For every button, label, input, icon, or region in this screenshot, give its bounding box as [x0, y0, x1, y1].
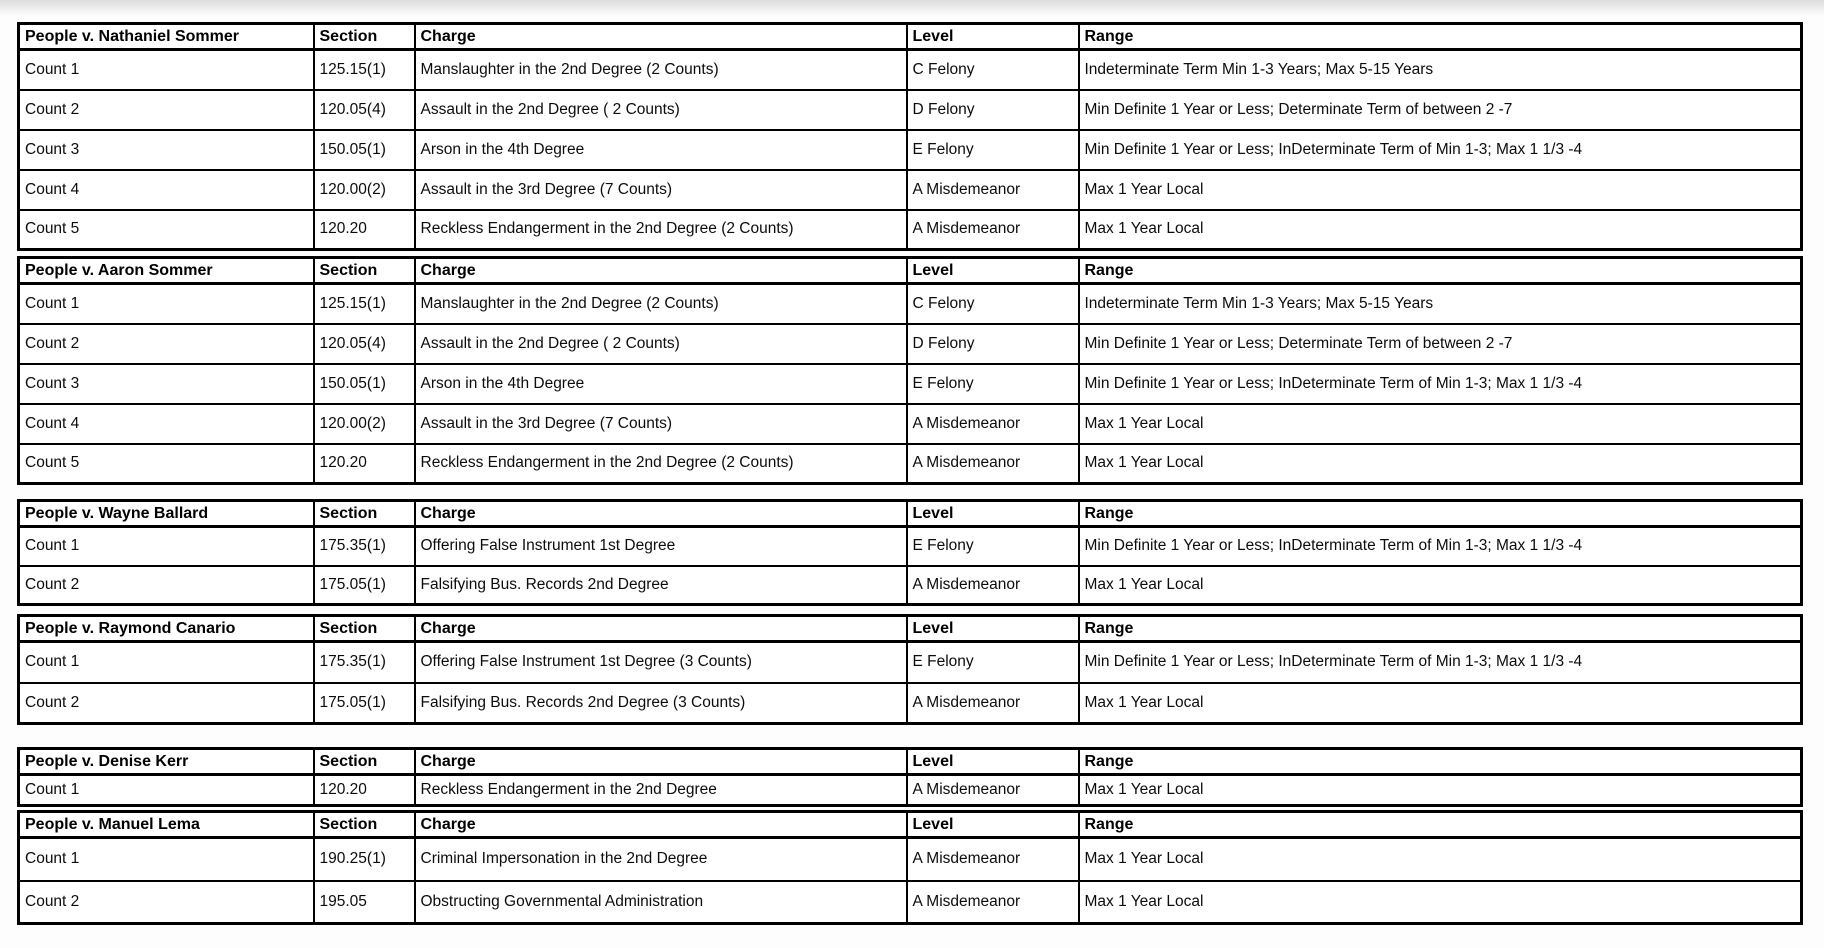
count-cell: Count 4 — [19, 170, 314, 210]
table-row — [19, 444, 1802, 484]
column-header-level: Level — [907, 258, 1079, 284]
charge-cell: Offering False Instrument 1st Degree (3 Counts) — [415, 642, 907, 683]
section-cell: 195.05 — [314, 881, 415, 924]
count-cell: Count 1 — [19, 50, 314, 90]
section-cell: 120.05(4) — [314, 90, 415, 130]
column-header-level: Level — [907, 24, 1079, 50]
count-cell: Count 2 — [19, 683, 314, 724]
level-cell: E Felony — [907, 364, 1079, 404]
range-cell: Min Definite 1 Year or Less; Determinate Term of between 2 -7 — [1079, 324, 1802, 364]
column-header-range: Range — [1079, 501, 1802, 527]
charge-cell: Assault in the 3rd Degree (7 Counts) — [415, 404, 907, 444]
range-cell: Max 1 Year Local — [1079, 170, 1802, 210]
charge-cell: Arson in the 4th Degree — [415, 364, 907, 404]
range-cell: Max 1 Year Local — [1079, 775, 1802, 806]
charge-cell: Obstructing Governmental Administration — [415, 881, 907, 924]
range-cell: Max 1 Year Local — [1079, 444, 1802, 484]
level-cell: E Felony — [907, 130, 1079, 170]
column-header-section: Section — [314, 812, 415, 838]
range-cell: Max 1 Year Local — [1079, 838, 1802, 881]
count-cell: Count 1 — [19, 284, 314, 324]
section-cell: 120.00(2) — [314, 404, 415, 444]
level-cell: E Felony — [907, 642, 1079, 683]
section-cell: 150.05(1) — [314, 130, 415, 170]
count-cell: Count 5 — [19, 444, 314, 484]
column-header-level: Level — [907, 616, 1079, 642]
count-cell: Count 4 — [19, 404, 314, 444]
section-cell: 125.15(1) — [314, 284, 415, 324]
column-header-section: Section — [314, 616, 415, 642]
case-table — [17, 22, 1803, 251]
table-row — [19, 881, 1802, 924]
table-row — [19, 683, 1802, 724]
level-cell: A Misdemeanor — [907, 444, 1079, 484]
table-row — [19, 642, 1802, 683]
column-header-range: Range — [1079, 749, 1802, 775]
count-cell: Count 3 — [19, 130, 314, 170]
case-table — [17, 810, 1803, 925]
column-header-charge: Charge — [415, 616, 907, 642]
level-cell: A Misdemeanor — [907, 775, 1079, 806]
case-title: People v. Nathaniel Sommer — [19, 24, 314, 50]
table-row — [19, 50, 1802, 90]
column-header-charge: Charge — [415, 749, 907, 775]
case-title: People v. Raymond Canario — [19, 616, 314, 642]
section-cell: 175.05(1) — [314, 683, 415, 724]
level-cell: C Felony — [907, 50, 1079, 90]
table-row — [19, 324, 1802, 364]
table-row — [19, 404, 1802, 444]
section-cell: 120.00(2) — [314, 170, 415, 210]
charge-cell: Arson in the 4th Degree — [415, 130, 907, 170]
table-row — [19, 284, 1802, 324]
level-cell: D Felony — [907, 90, 1079, 130]
table-row — [19, 130, 1802, 170]
charge-cell: Offering False Instrument 1st Degree — [415, 527, 907, 566]
range-cell: Indeterminate Term Min 1-3 Years; Max 5-15 Years — [1079, 50, 1802, 90]
count-cell: Count 1 — [19, 775, 314, 806]
charge-cell: Reckless Endangerment in the 2nd Degree — [415, 775, 907, 806]
section-cell: 120.20 — [314, 775, 415, 806]
table-row — [19, 838, 1802, 881]
section-cell: 175.35(1) — [314, 642, 415, 683]
level-cell: A Misdemeanor — [907, 683, 1079, 724]
range-cell: Max 1 Year Local — [1079, 566, 1802, 605]
range-cell: Max 1 Year Local — [1079, 404, 1802, 444]
case-title: People v. Wayne Ballard — [19, 501, 314, 527]
range-cell: Max 1 Year Local — [1079, 210, 1802, 250]
section-cell: 125.15(1) — [314, 50, 415, 90]
column-header-range: Range — [1079, 258, 1802, 284]
header-row — [19, 24, 1802, 50]
count-cell: Count 3 — [19, 364, 314, 404]
level-cell: A Misdemeanor — [907, 404, 1079, 444]
charge-cell: Criminal Impersonation in the 2nd Degree — [415, 838, 907, 881]
count-cell: Count 1 — [19, 642, 314, 683]
table-row — [19, 364, 1802, 404]
column-header-charge: Charge — [415, 501, 907, 527]
case-title: People v. Denise Kerr — [19, 749, 314, 775]
section-cell: 150.05(1) — [314, 364, 415, 404]
section-cell: 120.20 — [314, 444, 415, 484]
range-cell: Min Definite 1 Year or Less; InDeterminate Term of Min 1-3; Max 1 1/3 -4 — [1079, 364, 1802, 404]
column-header-range: Range — [1079, 812, 1802, 838]
range-cell: Max 1 Year Local — [1079, 683, 1802, 724]
range-cell: Indeterminate Term Min 1-3 Years; Max 5-15 Years — [1079, 284, 1802, 324]
level-cell: D Felony — [907, 324, 1079, 364]
count-cell: Count 1 — [19, 838, 314, 881]
charge-cell: Manslaughter in the 2nd Degree (2 Counts) — [415, 50, 907, 90]
section-cell: 175.05(1) — [314, 566, 415, 605]
table-row — [19, 210, 1802, 250]
charge-cell: Manslaughter in the 2nd Degree (2 Counts) — [415, 284, 907, 324]
table-row — [19, 527, 1802, 566]
charge-cell: Assault in the 2nd Degree ( 2 Counts) — [415, 324, 907, 364]
level-cell: A Misdemeanor — [907, 170, 1079, 210]
level-cell: A Misdemeanor — [907, 566, 1079, 605]
column-header-range: Range — [1079, 24, 1802, 50]
level-cell: C Felony — [907, 284, 1079, 324]
range-cell: Min Definite 1 Year or Less; InDeterminate Term of Min 1-3; Max 1 1/3 -4 — [1079, 130, 1802, 170]
range-cell: Min Definite 1 Year or Less; InDeterminate Term of Min 1-3; Max 1 1/3 -4 — [1079, 642, 1802, 683]
level-cell: A Misdemeanor — [907, 881, 1079, 924]
case-table — [17, 747, 1803, 807]
level-cell: A Misdemeanor — [907, 838, 1079, 881]
column-header-charge: Charge — [415, 812, 907, 838]
column-header-section: Section — [314, 258, 415, 284]
column-header-charge: Charge — [415, 258, 907, 284]
section-cell: 120.20 — [314, 210, 415, 250]
column-header-level: Level — [907, 749, 1079, 775]
column-header-range: Range — [1079, 616, 1802, 642]
case-title: People v. Aaron Sommer — [19, 258, 314, 284]
count-cell: Count 2 — [19, 324, 314, 364]
section-cell: 175.35(1) — [314, 527, 415, 566]
section-cell: 120.05(4) — [314, 324, 415, 364]
case-table — [17, 256, 1803, 485]
count-cell: Count 1 — [19, 527, 314, 566]
range-cell: Min Definite 1 Year or Less; InDeterminate Term of Min 1-3; Max 1 1/3 -4 — [1079, 527, 1802, 566]
section-cell: 190.25(1) — [314, 838, 415, 881]
case-table — [17, 614, 1803, 725]
range-cell: Min Definite 1 Year or Less; Determinate Term of between 2 -7 — [1079, 90, 1802, 130]
count-cell: Count 2 — [19, 566, 314, 605]
header-row — [19, 258, 1802, 284]
header-row — [19, 812, 1802, 838]
level-cell: A Misdemeanor — [907, 210, 1079, 250]
charge-cell: Falsifying Bus. Records 2nd Degree — [415, 566, 907, 605]
charge-cell: Reckless Endangerment in the 2nd Degree (2 Counts) — [415, 210, 907, 250]
column-header-level: Level — [907, 501, 1079, 527]
case-title: People v. Manuel Lema — [19, 812, 314, 838]
level-cell: E Felony — [907, 527, 1079, 566]
count-cell: Count 2 — [19, 881, 314, 924]
column-header-charge: Charge — [415, 24, 907, 50]
charge-cell: Falsifying Bus. Records 2nd Degree (3 Counts) — [415, 683, 907, 724]
header-row — [19, 749, 1802, 775]
count-cell: Count 2 — [19, 90, 314, 130]
header-row — [19, 616, 1802, 642]
count-cell: Count 5 — [19, 210, 314, 250]
table-row — [19, 775, 1802, 806]
charge-cell: Assault in the 2nd Degree ( 2 Counts) — [415, 90, 907, 130]
table-row — [19, 90, 1802, 130]
table-row — [19, 566, 1802, 605]
case-table — [17, 499, 1803, 606]
range-cell: Max 1 Year Local — [1079, 881, 1802, 924]
column-header-section: Section — [314, 749, 415, 775]
charge-cell: Assault in the 3rd Degree (7 Counts) — [415, 170, 907, 210]
table-row — [19, 170, 1802, 210]
column-header-level: Level — [907, 812, 1079, 838]
column-header-section: Section — [314, 501, 415, 527]
charge-cell: Reckless Endangerment in the 2nd Degree (2 Counts) — [415, 444, 907, 484]
column-header-section: Section — [314, 24, 415, 50]
header-row — [19, 501, 1802, 527]
